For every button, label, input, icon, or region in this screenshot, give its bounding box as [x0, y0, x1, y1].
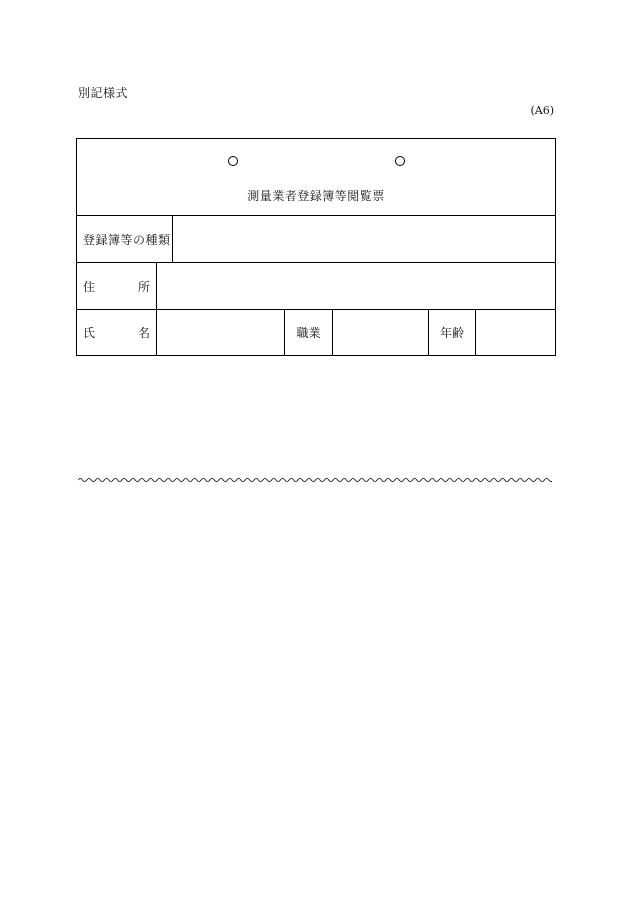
registry-kind-label: 登録簿等の種類 — [77, 216, 173, 262]
age-field[interactable] — [476, 310, 555, 355]
wavy-cut-line-path — [78, 478, 552, 481]
address-label-first-char: 住 — [83, 279, 96, 294]
form-title: 測量業者登録簿等閲覧票 — [247, 189, 385, 203]
address-field[interactable] — [157, 263, 555, 309]
name-label — [77, 310, 157, 355]
address-label-second-char: 所 — [137, 279, 150, 294]
name-row — [77, 310, 555, 355]
wavy-cut-line — [78, 475, 552, 485]
occupation-label: 職業 — [285, 310, 333, 355]
paper-size-code: (A6) — [530, 104, 554, 117]
registry-kind-row — [77, 216, 555, 263]
form-title-row — [77, 139, 555, 216]
address-row — [77, 263, 555, 310]
registry-kind-field[interactable] — [173, 216, 555, 262]
age-label: 年齢 — [429, 310, 476, 355]
inspection-slip-form — [76, 138, 556, 356]
form-label: 別記様式 — [78, 86, 129, 100]
wavy-cut-line-graphic — [78, 475, 552, 485]
address-label — [77, 263, 157, 309]
occupation-field[interactable] — [333, 310, 429, 355]
name-label-first-char: 氏 — [83, 326, 96, 340]
punch-hole-left-icon — [228, 156, 238, 166]
punch-hole-right-icon — [395, 156, 405, 166]
name-label-second-char: 名 — [137, 326, 150, 340]
name-field[interactable] — [157, 310, 285, 355]
